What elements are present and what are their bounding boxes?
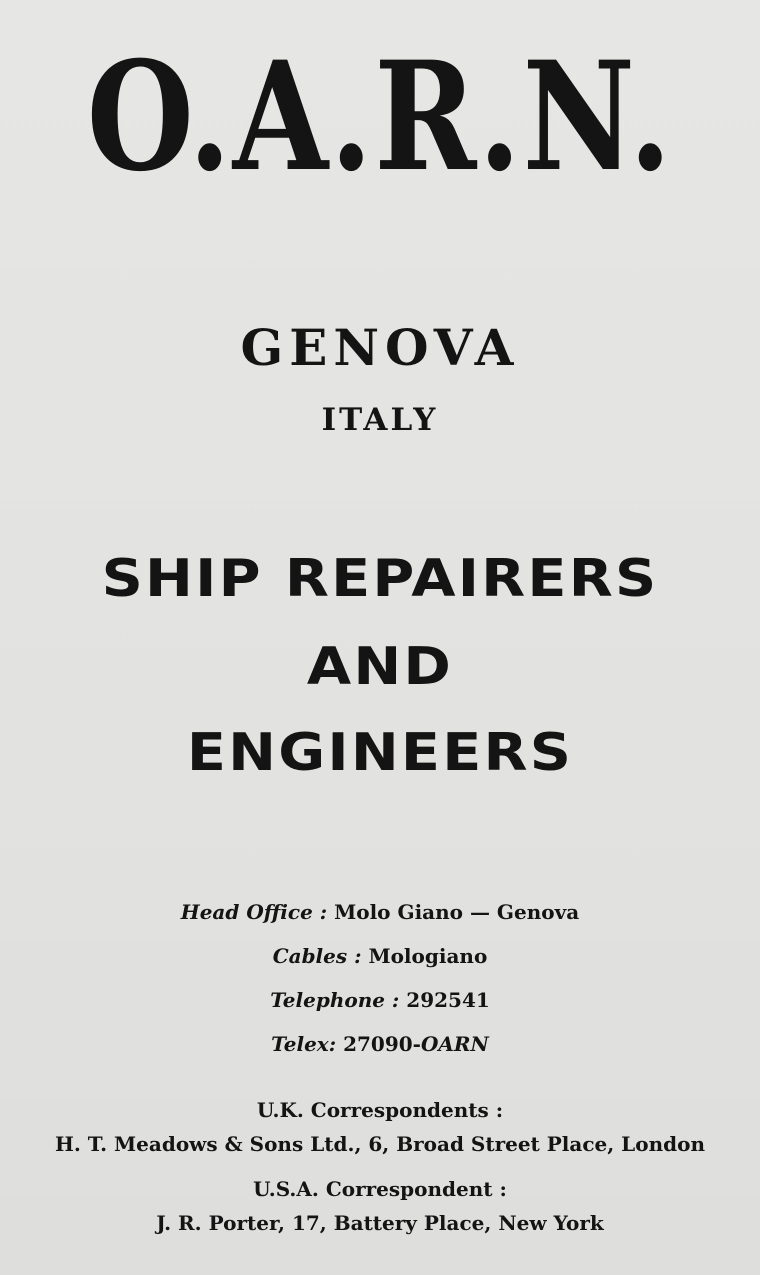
head-office-value: Molo Giano — Genova: [334, 900, 580, 924]
company-name: O.A.R.N.: [86, 29, 674, 205]
telephone-label: Telephone :: [270, 988, 400, 1012]
uk-correspondents-label: U.K. Correspondents :: [256, 1098, 504, 1122]
headline-line-3: ENGINEERS: [186, 723, 574, 783]
headline-line-1: SHIP REPAIRERS: [101, 549, 659, 609]
country: ITALY: [321, 402, 439, 438]
city: GENOVA: [240, 318, 520, 377]
uk-correspondents-value: H. T. Meadows & Sons Ltd., 6, Broad Street Place, London: [54, 1132, 705, 1156]
head-office-label: Head Office :: [180, 900, 328, 924]
cables-value: Mologiano: [368, 944, 488, 968]
cables-line: [0, 943, 760, 969]
telex-code: OARN: [420, 1032, 489, 1056]
cables-label: Cables :: [272, 944, 362, 968]
head-office-line: [0, 899, 760, 925]
telephone-line: [0, 987, 760, 1013]
headline-line-2: AND: [306, 637, 454, 697]
telex-number: 27090-: [343, 1032, 421, 1056]
telex-line: [0, 1031, 760, 1057]
telex-label: Telex:: [271, 1032, 337, 1056]
usa-correspondent-value: J. R. Porter, 17, Battery Place, New York: [156, 1211, 604, 1235]
usa-correspondent-label: U.S.A. Correspondent :: [253, 1177, 507, 1201]
telephone-value: 292541: [406, 988, 490, 1012]
